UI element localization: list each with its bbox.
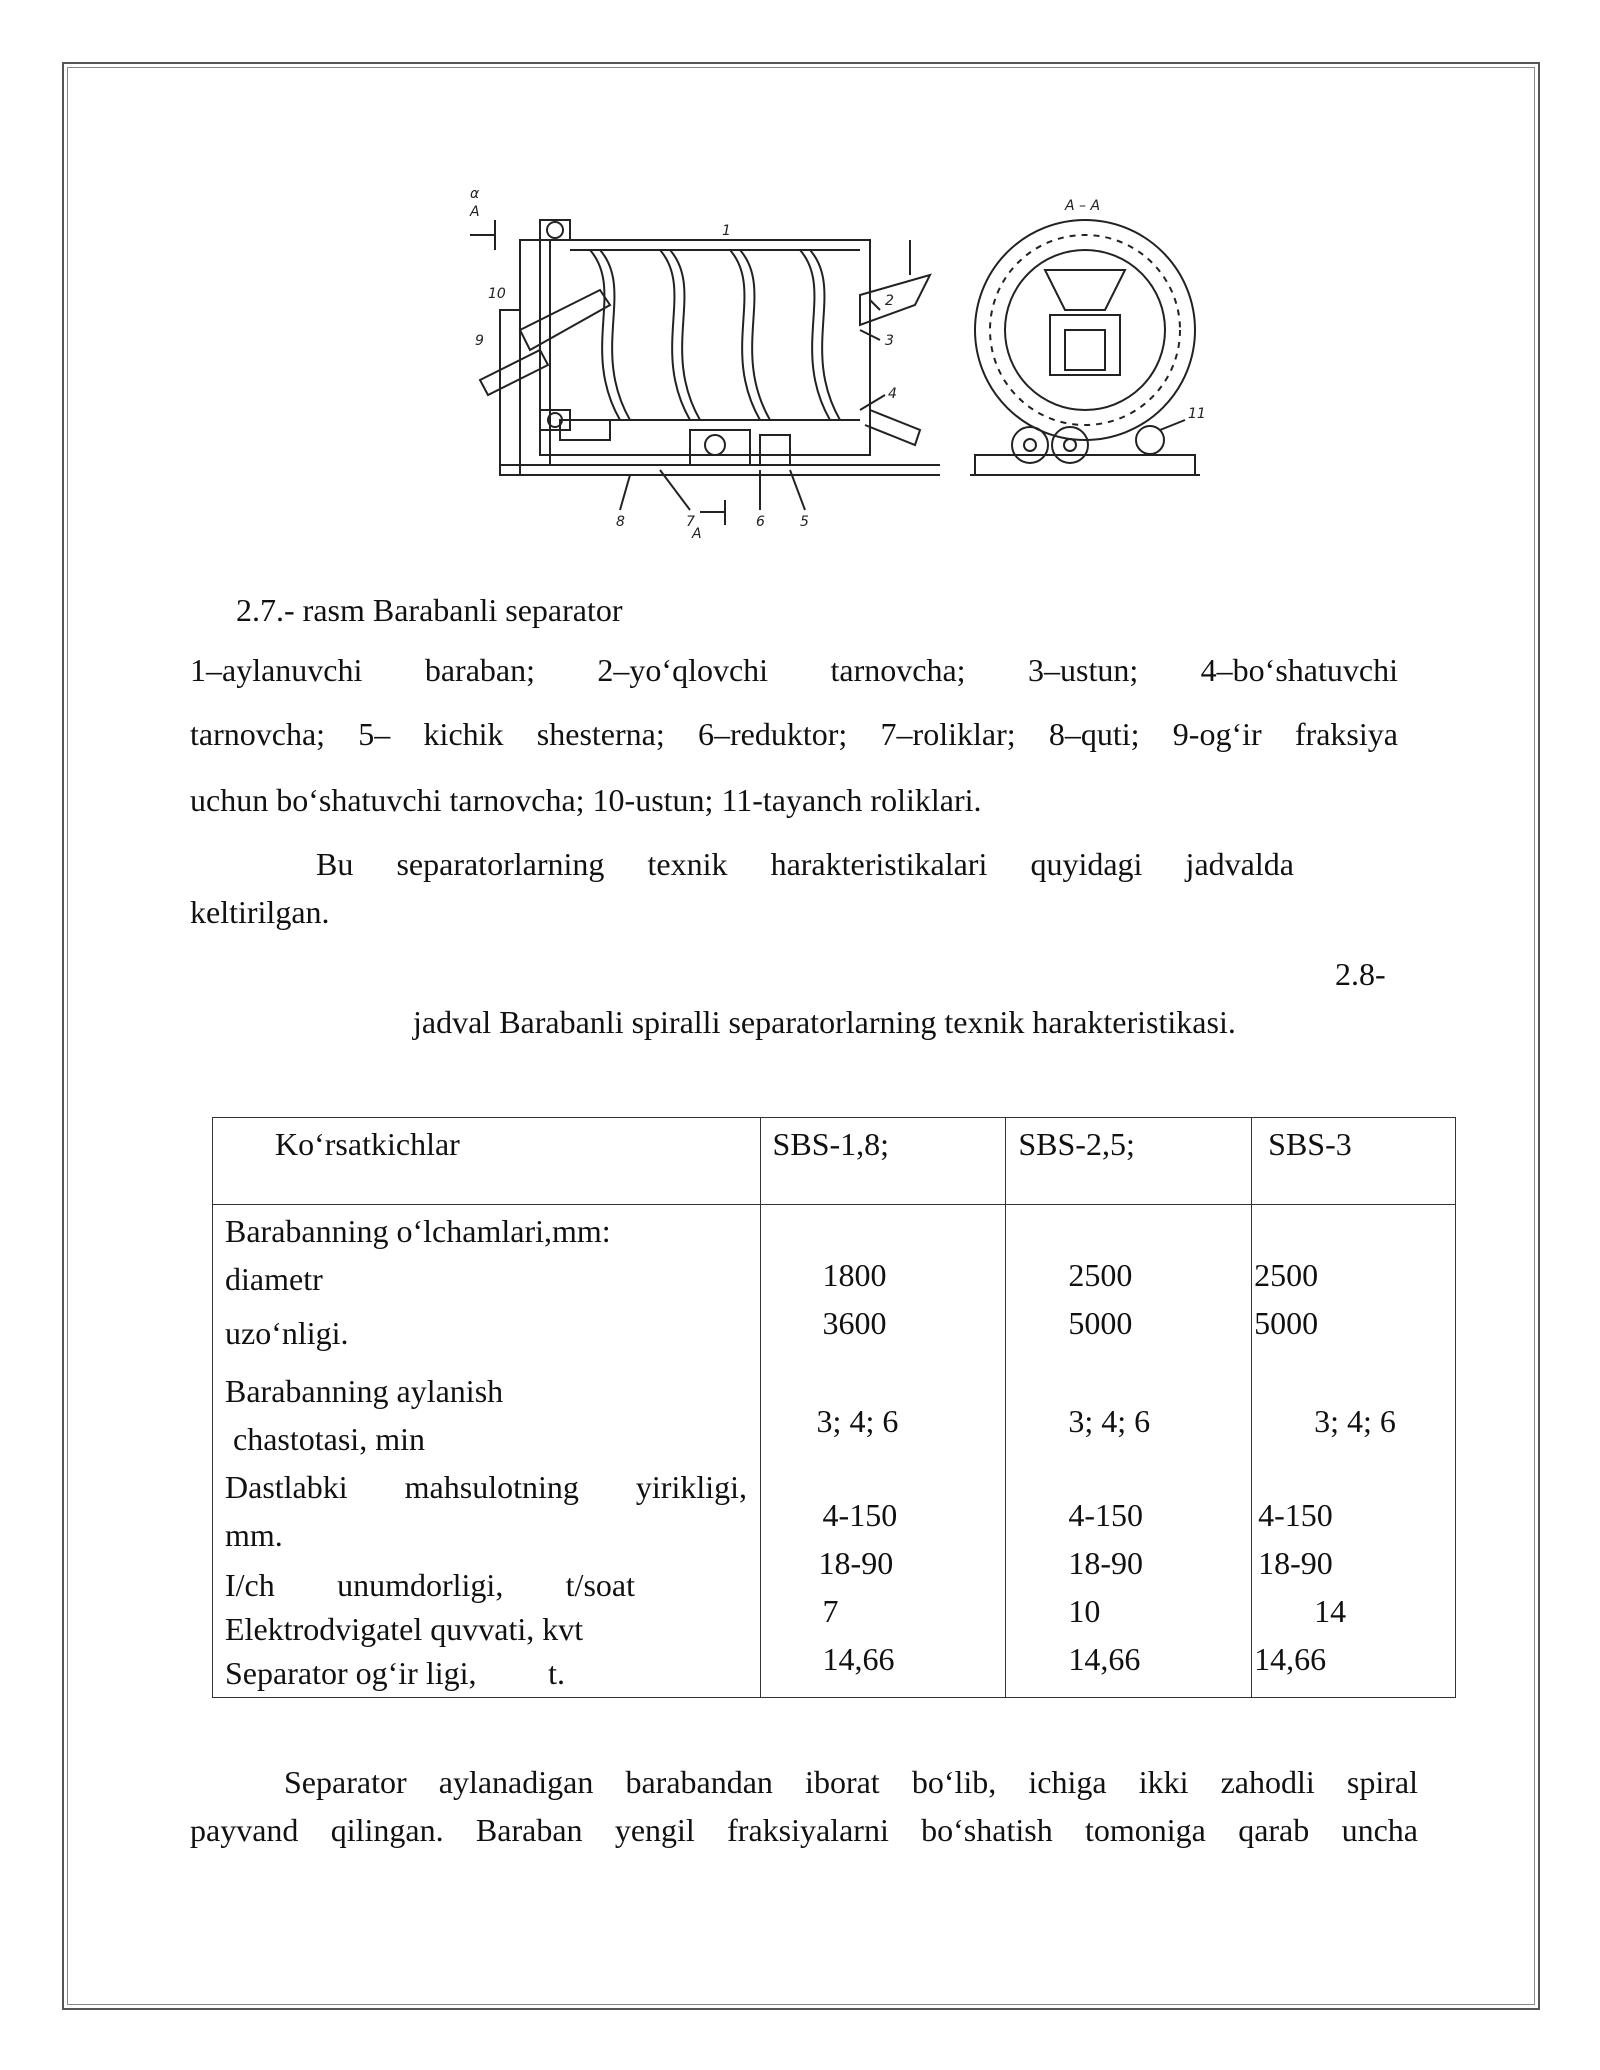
legend-word: 8–quti; — [1048, 716, 1140, 752]
intro-line-2: keltirilgan. — [190, 894, 330, 930]
row-label-rotation-2: chastotasi, min — [233, 1421, 425, 1457]
header-label: SBS-3 — [1268, 1126, 1352, 1162]
label-word: mahsulotning — [404, 1469, 579, 1505]
label-5: 5 — [800, 514, 809, 530]
intro-word: jadvalda — [1185, 846, 1294, 882]
label-word: Separator og‘ir ligi, — [225, 1655, 477, 1691]
header-cell — [213, 1118, 761, 1205]
row-label-diameter: diametr — [225, 1261, 323, 1297]
value-diameter: 2500 — [1068, 1257, 1133, 1293]
body-word: yengil — [614, 1812, 695, 1848]
value-power: 14 — [1314, 1593, 1347, 1629]
value-diameter: 1800 — [822, 1257, 887, 1293]
legend-word: 9-og‘ir — [1172, 716, 1262, 752]
row-label-size-1 — [225, 1467, 747, 1507]
value-size: 4-150 — [1258, 1497, 1333, 1533]
value-capacity: 18-90 — [1068, 1545, 1143, 1581]
label-8: 8 — [616, 514, 625, 530]
label-word: I/ch — [225, 1567, 275, 1603]
body-word: bo‘lib, — [911, 1764, 997, 1800]
value-cell-sbs-2-5 — [1006, 1205, 1252, 1698]
figure-legend-line-3: uchun bo‘shatuvchi tarnovcha; 10-ustun; 11-tayanch roliklari. — [190, 782, 982, 818]
value-rotation: 3; 4; 6 — [1068, 1403, 1151, 1439]
body-line-2 — [190, 1812, 1418, 1849]
label-9: 9 — [475, 333, 484, 349]
body-word: qilingan. — [330, 1812, 444, 1848]
value-capacity: 18-90 — [1258, 1545, 1333, 1581]
legend-word: tarnovcha; — [830, 652, 966, 688]
value-rotation: 3; 4; 6 — [1314, 1403, 1396, 1439]
row-label-weight — [225, 1653, 565, 1693]
header-label: SBS-2,5; — [1018, 1126, 1135, 1162]
label-7: 7 — [686, 514, 695, 530]
value-length: 5000 — [1254, 1305, 1319, 1341]
label-word: unumdorligi, — [337, 1567, 504, 1603]
label-alpha: α — [470, 186, 480, 202]
label-a-top: A — [470, 204, 480, 220]
label-6: 6 — [756, 514, 765, 530]
body-word: qarab — [1238, 1812, 1310, 1848]
legend-word: kichik — [423, 716, 504, 752]
table-header-row — [213, 1118, 1456, 1205]
spec-table — [212, 1117, 1456, 1698]
header-cell — [1252, 1118, 1456, 1205]
legend-word: fraksiya — [1294, 716, 1398, 752]
label-2: 2 — [885, 293, 894, 309]
table-title: jadval Barabanli spiralli separatorlarning texnik harakteristikasi. — [413, 1004, 1236, 1040]
label-section: A – A — [1065, 198, 1101, 214]
value-power: 10 — [1068, 1593, 1101, 1629]
label-word: t/soat — [565, 1567, 635, 1603]
value-cell-sbs-1-8 — [760, 1205, 1006, 1698]
intro-word: texnik — [647, 846, 728, 882]
legend-word: 2–yo‘qlovchi — [597, 652, 769, 688]
separator-drawing — [460, 180, 1220, 540]
header-cell — [1006, 1118, 1252, 1205]
value-capacity: 18-90 — [818, 1545, 894, 1581]
legend-word: 1–aylanuvchi — [190, 652, 363, 688]
legend-word: baraban; — [424, 652, 535, 688]
header-label: SBS-1,8; — [772, 1126, 890, 1162]
body-word: iborat — [805, 1764, 880, 1800]
intro-word: quyidagi — [1030, 846, 1143, 882]
value-rotation: 3; 4; 6 — [816, 1403, 899, 1439]
label-1: 1 — [722, 223, 731, 239]
value-length: 3600 — [822, 1305, 887, 1341]
intro-word: separatorlarning — [396, 846, 605, 882]
header-cell — [760, 1118, 1006, 1205]
body-word: tomoniga — [1085, 1812, 1206, 1848]
intro-word: harakteristikalari — [770, 846, 988, 882]
drum-body — [540, 240, 870, 455]
value-size: 4-150 — [822, 1497, 898, 1533]
table-body-row — [213, 1205, 1456, 1698]
body-word: Separator — [284, 1764, 407, 1800]
label-word: Dastlabki — [225, 1469, 348, 1505]
body-word: spiral — [1346, 1764, 1418, 1800]
row-label-power: Elektrodvigatel quvvati, kvt — [225, 1611, 584, 1647]
label-word: t. — [548, 1655, 565, 1691]
figure-legend-line-2 — [190, 716, 1398, 753]
legend-word: 6–reduktor; — [697, 716, 848, 752]
value-size: 4-150 — [1068, 1497, 1143, 1533]
legend-word: 7–roliklar; — [880, 716, 1016, 752]
label-cell — [213, 1205, 761, 1698]
body-word: aylanadigan — [438, 1764, 594, 1800]
legend-word: tarnovcha; — [190, 716, 326, 752]
intro-line-1 — [316, 846, 1294, 883]
value-length: 5000 — [1068, 1305, 1133, 1341]
body-word: zahodli — [1220, 1764, 1315, 1800]
legend-word: 3–ustun; — [1027, 652, 1139, 688]
row-label-capacity — [225, 1565, 635, 1605]
label-10: 10 — [488, 286, 506, 302]
figure-legend-line-1 — [190, 652, 1398, 689]
value-weight: 14,66 — [822, 1641, 895, 1677]
value-cell-sbs-3 — [1252, 1205, 1456, 1698]
row-label-length: uzo‘nligi. — [225, 1315, 349, 1351]
row-label-size-2: mm. — [225, 1517, 283, 1553]
body-word: Baraban — [475, 1812, 583, 1848]
label-word: yirikligi, — [635, 1469, 747, 1505]
body-word: bo‘shatish — [921, 1812, 1053, 1848]
body-word: barabandan — [625, 1764, 773, 1800]
body-word: payvand — [190, 1812, 299, 1848]
value-weight: 14,66 — [1254, 1641, 1327, 1677]
body-word: ikki — [1138, 1764, 1189, 1800]
body-word: ichiga — [1028, 1764, 1107, 1800]
intro-word: Bu — [316, 846, 354, 882]
figure-caption-title: 2.7.- rasm Barabanli separator — [236, 592, 623, 628]
body-word: uncha — [1341, 1812, 1418, 1848]
legend-word: 4–bo‘shatuvchi — [1200, 652, 1398, 688]
label-3: 3 — [885, 333, 894, 349]
label-a-bottom: A — [692, 526, 702, 540]
table-number: 2.8- — [1335, 956, 1386, 992]
label-4: 4 — [888, 386, 897, 402]
legend-word: 5– — [358, 716, 391, 752]
header-label: Ko‘rsatkichlar — [275, 1126, 460, 1162]
body-word: fraksiyalarni — [727, 1812, 889, 1848]
legend-word: shesterna; — [536, 716, 665, 752]
body-line-1 — [284, 1764, 1418, 1801]
row-label-rotation-1: Barabanning aylanish — [225, 1373, 504, 1409]
value-diameter: 2500 — [1254, 1257, 1319, 1293]
value-weight: 14,66 — [1068, 1641, 1141, 1677]
label-11: 11 — [1188, 406, 1206, 422]
row-label-drum-size: Barabanning o‘lchamlari,mm: — [225, 1213, 611, 1249]
value-power: 7 — [822, 1593, 839, 1629]
